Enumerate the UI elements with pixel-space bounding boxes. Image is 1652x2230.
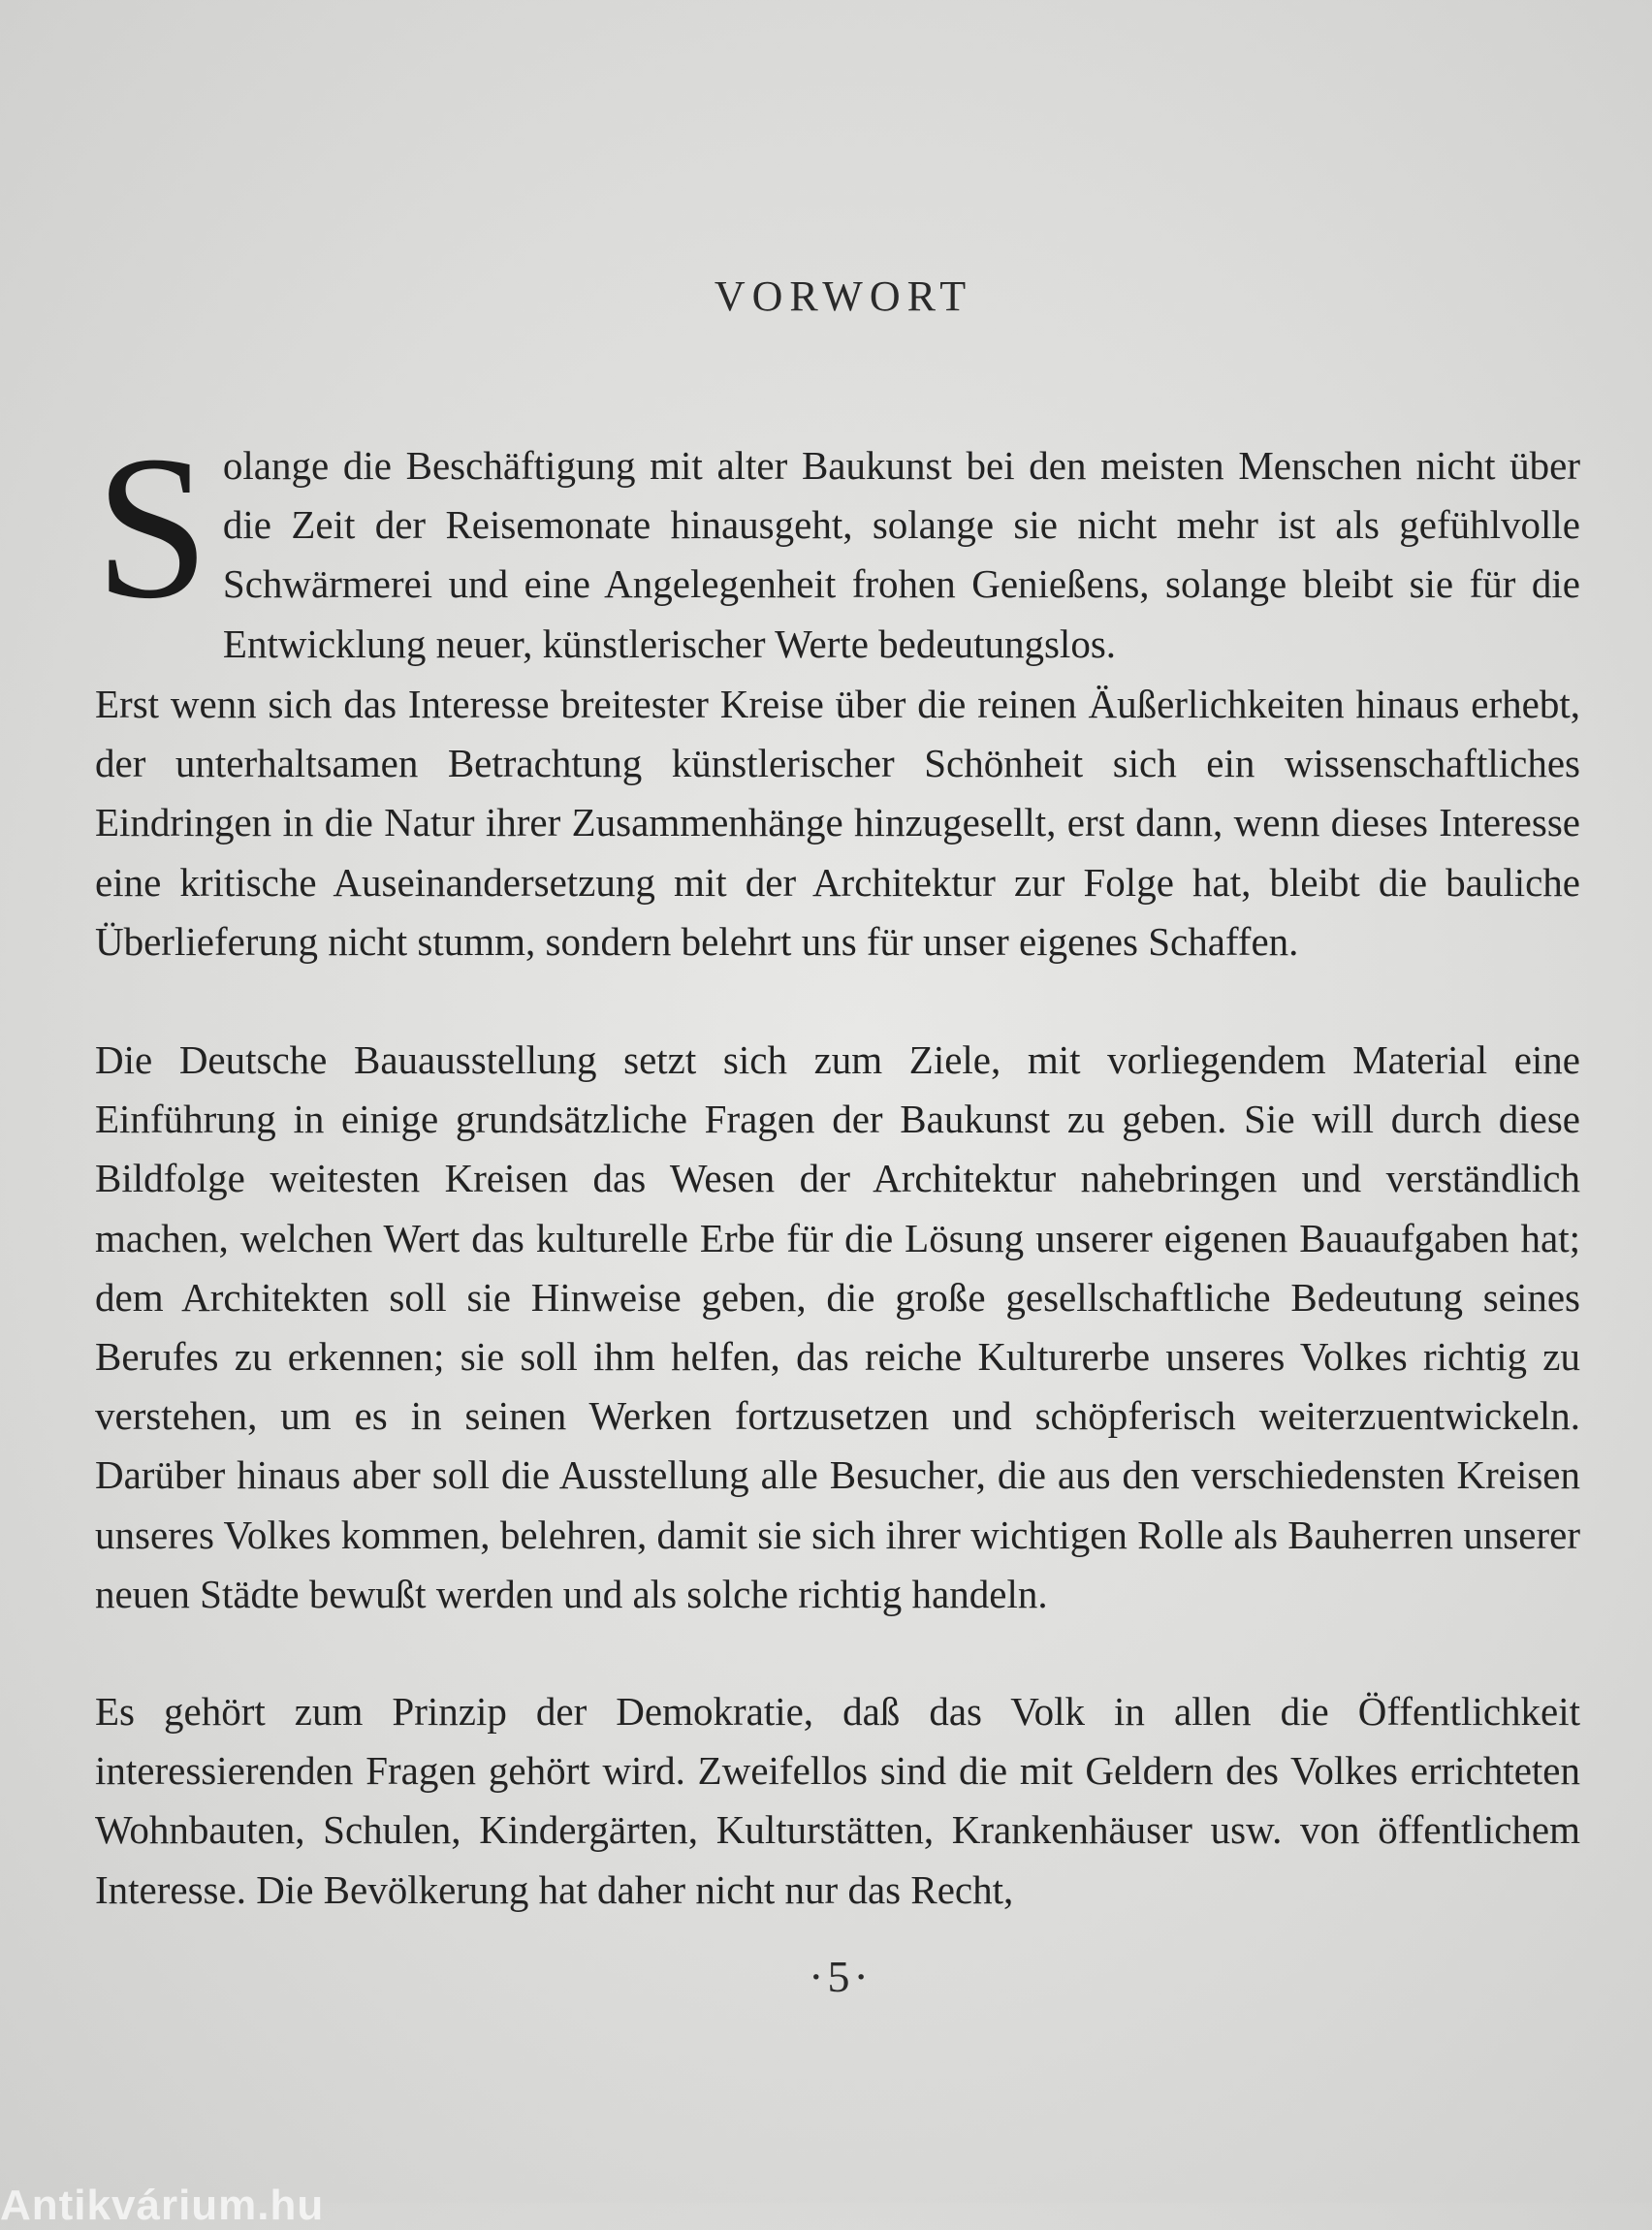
paragraph-4-text: Es gehört zum Prinzip der Demokratie, daß das Volk in allen die Öffentlichkeit interessierenden Fragen gehört wird. Zweifellos sind die mit Geldern des Volkes errichteten Wohnbauten, Schulen, Kindergärten, Kulturstätten, Krankenhäuser usw. von öffentlichem Interesse. Die Bevölkerung hat daher nicht nur das Recht, <box>95 1689 1580 1912</box>
paragraph-2 <box>95 675 1580 972</box>
paragraph-4 <box>95 1682 1580 1920</box>
page-number: ·5· <box>809 1952 873 2001</box>
paragraph-3 <box>95 1031 1580 1624</box>
page-title: VORWORT <box>714 272 973 320</box>
paragraph-2-text: Erst wenn sich das Interesse breitester Kreise über die reinen Äußerlichkeiten hinaus erhebt, der unterhaltsamen Betrachtung künstlerischer Schönheit sich ein wissenschaftliches Eindringen in die Natur ihrer Zusammenhänge hinzugesellt, erst dann, wenn dieses Interesse eine kritische Auseinandersetzung mit der Architektur zur Folge hat, bleibt die bauliche Überlieferung nicht stumm, sondern belehrt uns für unser eigenes Schaffen. <box>95 682 1580 964</box>
watermark: Antikvárium.hu <box>0 2182 325 2229</box>
drop-cap: S <box>95 413 209 641</box>
paragraph-1-text: olange die Beschäftigung mit alter Baukunst bei den meisten Menschen nicht über die Zeit der Reisemonate hinausgeht, solange sie nicht mehr ist als gefühlvolle Schwärmerei und eine Angelegenheit frohen Genießens, solange bleibt sie für die Entwicklung neuer, künstlerischer Werte bedeutungslos. <box>222 443 1580 666</box>
paragraph-3-text: Die Deutsche Bauausstellung setzt sich zum Ziele, mit vorliegendem Material eine Einführung in einige grundsätzliche Fragen der Baukunst zu geben. Sie will durch diese Bildfolge weitesten Kreisen das Wesen der Architektur nahebringen und verständlich machen, welchen Wert das kulturelle Erbe für die Lösung unserer eigenen Bauaufgaben hat; dem Architekten soll sie Hinweise geben, die große gesellschaftliche Bedeutung seines Berufes zu erkennen; sie soll ihm helfen, das reiche Kulturerbe unseres Volkes richtig zu verstehen, um es in seinen Werken fortzusetzen und schöpferisch weiterzuentwickeln. Darüber hinaus aber soll die Ausstellung alle Besucher, die aus den verschiedensten Kreisen unseres Volkes kommen, belehren, damit sie sich ihrer wichtigen Rolle als Bauherren unserer neuen Städte bewußt werden und als solche richtig handeln. <box>95 1037 1580 1616</box>
paragraph-1 <box>95 413 1580 674</box>
